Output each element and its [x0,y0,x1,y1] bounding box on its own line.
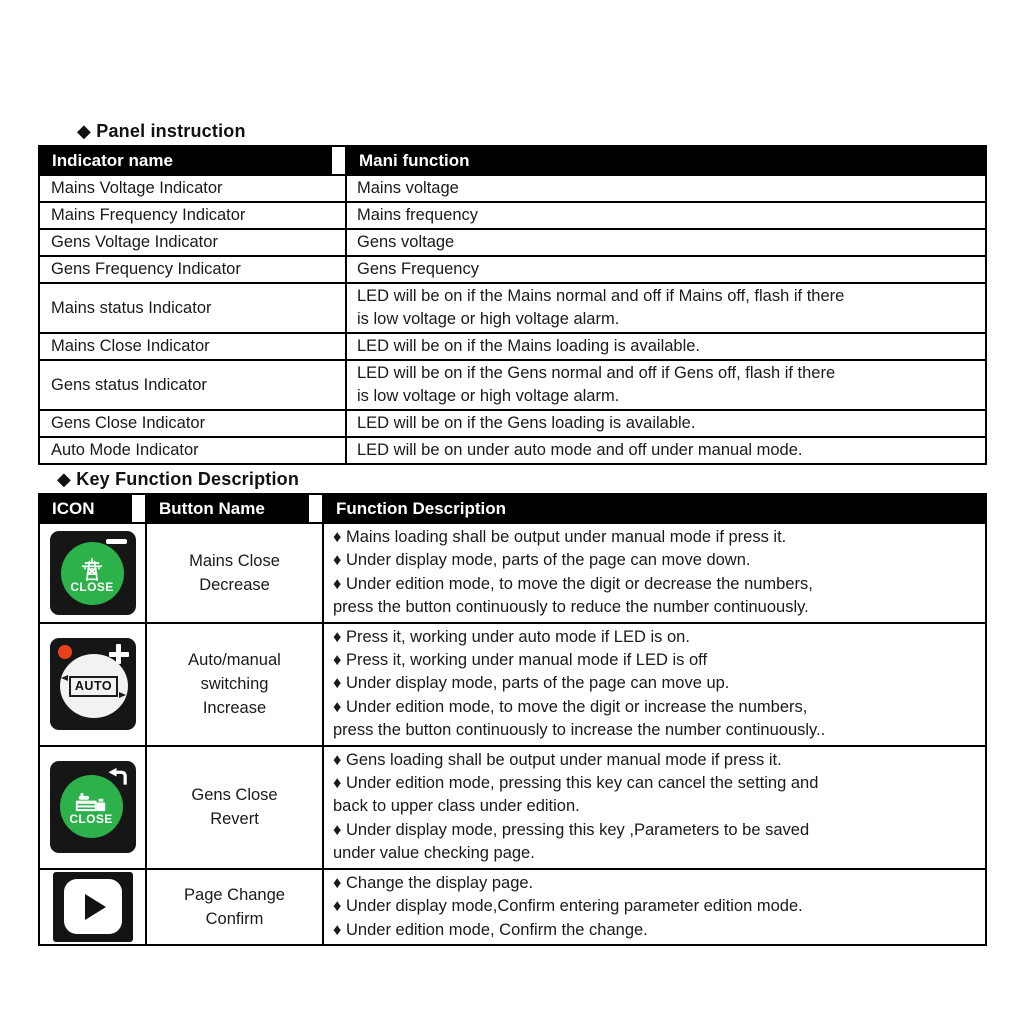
auto-label: AUTO [69,676,118,697]
table-row [39,523,986,623]
table-row [39,410,986,437]
indicator-name: Mains status Indicator [39,283,346,333]
button-name: Page Change Confirm [146,869,323,945]
table-row [39,229,986,256]
auto-manual-increase-key-icon [50,638,136,730]
function-description: ♦ Press it, working under auto mode if LED is on. ♦ Press it, working under manual mode if LED is off ♦ Under display mode, parts of the page can move up. ♦ Under edition mode, to move the digit or increase the numbers, press the button continuously to increase the number continuously.. [323,623,986,746]
panel-instruction-title: ◆ Panel instruction [77,121,246,141]
loop-arrow-right-icon [119,692,126,698]
indicator-function: LED will be on if the Gens normal and off if Gens off, flash if there is low voltage or high voltage alarm. [346,360,986,410]
button-name: Auto/manual switching Increase [146,623,323,746]
header-button-name: Button Name [146,494,323,523]
table-row [39,360,986,410]
panel-table-header-row [39,146,986,175]
button-name: Mains Close Decrease [146,523,323,623]
panel-instruction-table [38,145,987,465]
indicator-name: Gens Voltage Indicator [39,229,346,256]
indicator-name: Mains Voltage Indicator [39,175,346,202]
play-triangle-icon [85,894,106,920]
confirm-button-face [64,879,122,934]
icon-cell [39,746,146,869]
indicator-function: Gens voltage [346,229,986,256]
page-content [38,121,985,946]
function-description: ♦ Change the display page. ♦ Under display mode,Confirm entering parameter edition mode. ♦ Under edition mode, Confirm the change. [323,869,986,945]
icon-cell [39,623,146,746]
indicator-function: LED will be on if the Gens loading is available. [346,410,986,437]
auto-loop-icon [69,676,118,697]
header-indicator-name: Indicator name [39,146,346,175]
indicator-name: Mains Frequency Indicator [39,202,346,229]
page-change-confirm-key-icon [53,872,133,942]
table-row [39,283,986,333]
close-label: CLOSE [69,811,113,826]
key-function-title: ◆ Key Function Description [57,469,300,489]
header-function-description: Function Description [323,494,986,523]
gens-close-revert-key-icon [50,761,136,853]
indicator-function: Mains frequency [346,202,986,229]
table-row [39,869,986,945]
table-row [39,175,986,202]
button-name: Gens Close Revert [146,746,323,869]
close-label: CLOSE [70,579,114,594]
indicator-name: Auto Mode Indicator [39,437,346,464]
table-row [39,256,986,283]
mains-close-decrease-key-icon [50,531,136,615]
header-mani-function: Mani function [346,146,986,175]
indicator-name: Gens Frequency Indicator [39,256,346,283]
indicator-name: Mains Close Indicator [39,333,346,360]
function-description: ♦ Mains loading shall be output under manual mode if press it. ♦ Under display mode, parts of the page can move down. ♦ Under edition mode, to move the digit or decrease the numbers, press the button continuously to reduce the number continuously. [323,523,986,623]
indicator-name: Gens Close Indicator [39,410,346,437]
table-row [39,437,986,464]
header-icon: ICON [39,494,146,523]
minus-icon [106,539,127,544]
icon-cell [39,869,146,945]
led-dot-icon [58,645,72,659]
key-table-header-row [39,494,986,523]
indicator-function: LED will be on if the Mains normal and off if Mains off, flash if there is low voltage or high voltage alarm. [346,283,986,333]
table-row [39,202,986,229]
table-row [39,746,986,869]
icon-cell [39,523,146,623]
indicator-function: LED will be on under auto mode and off under manual mode. [346,437,986,464]
indicator-function: Mains voltage [346,175,986,202]
mains-close-circle [61,542,124,605]
gens-close-circle [60,775,123,838]
auto-button-circle [60,654,128,718]
key-function-table [38,493,987,946]
indicator-name: Gens status Indicator [39,360,346,410]
function-description: ♦ Gens loading shall be output under manual mode if press it. ♦ Under edition mode, pressing this key can cancel the setting and back to upper class under edition. ♦ Under display mode, pressing this key ,Parameters to be saved under value checking page. [323,746,986,869]
table-row [39,333,986,360]
indicator-function: Gens Frequency [346,256,986,283]
loop-arrow-left-icon [61,675,68,681]
indicator-function: LED will be on if the Mains loading is available. [346,333,986,360]
table-row [39,623,986,746]
